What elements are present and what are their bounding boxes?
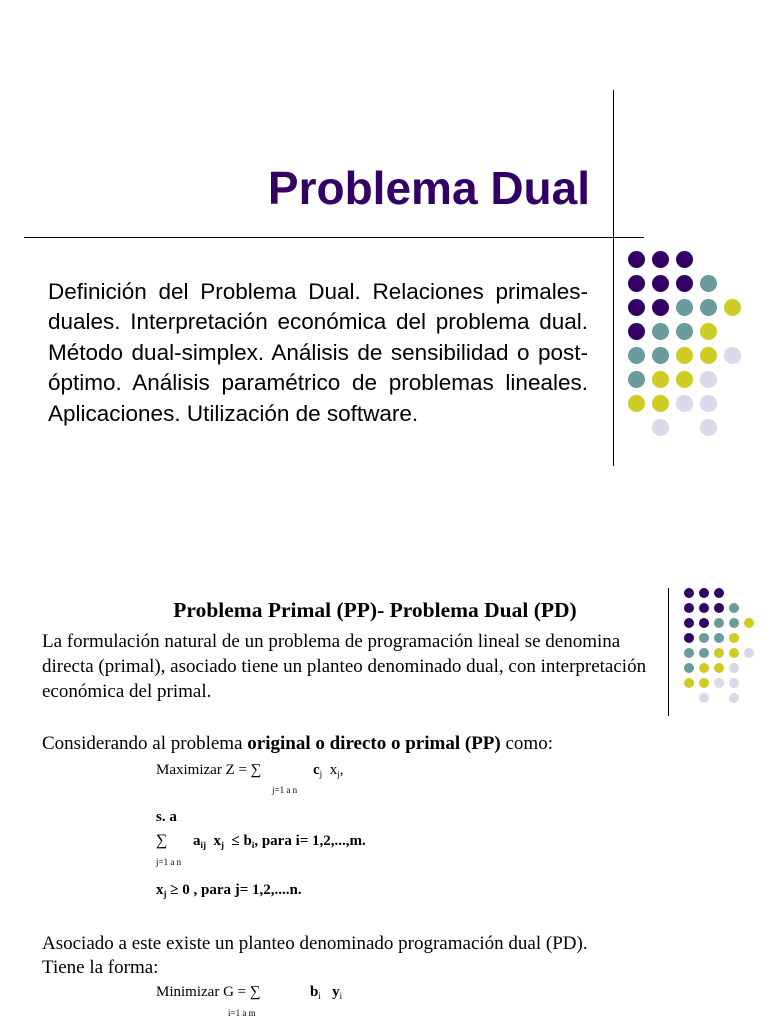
decorative-dot: [700, 323, 717, 340]
decorative-dot: [729, 633, 739, 643]
min-b-sub: i: [318, 991, 321, 1001]
decorative-dot: [700, 395, 717, 412]
decorative-dot: [699, 663, 709, 673]
decorative-dot: [714, 633, 724, 643]
decorative-dot: [714, 678, 724, 688]
decorative-dot: [652, 323, 669, 340]
decorative-dot: [700, 347, 717, 364]
nonneg-x: x: [156, 882, 164, 898]
max-c-sub: j: [319, 769, 323, 779]
decorative-dot: [676, 323, 693, 340]
decorative-dot: [652, 419, 669, 436]
max-c: c: [313, 762, 320, 778]
decorative-dot: [744, 648, 754, 658]
decorative-dot: [729, 648, 739, 658]
decorative-dot: [700, 371, 717, 388]
max-end: ,: [339, 762, 344, 778]
decorative-dot: [676, 347, 693, 364]
decorative-dot: [714, 663, 724, 673]
subject-to-label: s. a: [156, 809, 177, 825]
constraint-x: x: [213, 833, 221, 849]
min-y: y: [332, 984, 340, 1000]
decorative-dot: [714, 618, 724, 628]
decorative-dot: [714, 648, 724, 658]
decorative-dot: [628, 395, 645, 412]
slide1-body-text: Definición del Problema Dual. Relaciones primales-duales. Interpretación económica del problema dual. Método dual-simplex. Análisis de sensibilidad o post-óptimo. Análisis paramétrico de problemas lineales. Aplicaciones. Utilización de software.: [48, 279, 588, 426]
decorative-dot: [684, 663, 694, 673]
decorative-dot: [628, 371, 645, 388]
constraint-sum-symbol: ∑: [156, 832, 168, 849]
min-sum-index: i=1 a m: [228, 1008, 256, 1018]
decorative-dot: [628, 275, 645, 292]
decorative-dot: [700, 299, 717, 316]
constraint-b-sub: i: [251, 840, 255, 850]
decorative-dot: [729, 618, 739, 628]
slide1-title: Problema Dual: [267, 162, 590, 214]
considering-line: [42, 732, 553, 756]
decorative-dot: [676, 251, 693, 268]
decorative-dot: [628, 251, 645, 268]
decorative-dot: [652, 251, 669, 268]
slide2-intro-text: La formulación natural de un problema de programación lineal se denomina directa (primal), asociado tiene un planteo denominado dual, con interpretación económica del primal.: [42, 631, 647, 702]
constraint-expression: [193, 832, 366, 854]
decorative-dot: [724, 347, 741, 364]
nonneg-rest: ≥ 0 , para j= 1,2,....n.: [170, 882, 302, 898]
max-objective-terms: [313, 761, 343, 783]
decorative-dot: [714, 588, 724, 598]
associated-line-1: Asociado a este existe un planteo denominado programación dual (PD).: [42, 933, 588, 954]
decorative-dot: [684, 648, 694, 658]
constraint-end: , para i= 1,2,...,m.: [254, 833, 366, 849]
slide1-horizontal-rule: [24, 237, 644, 238]
decorative-dot: [744, 618, 754, 628]
decorative-dot: [628, 299, 645, 316]
decorative-dot: [652, 275, 669, 292]
nonnegativity-constraint: [156, 881, 302, 903]
min-y-sub: i: [339, 991, 343, 1001]
decorative-dot: [724, 299, 741, 316]
decorative-dot: [684, 678, 694, 688]
considering-suffix: como:: [500, 733, 553, 754]
max-objective-label: Maximizar Z = ∑: [156, 762, 262, 778]
min-b: b: [310, 984, 319, 1000]
decorative-dot: [676, 275, 693, 292]
min-objective-label: Minimizar G = ∑: [156, 984, 261, 1000]
decorative-dot: [700, 419, 717, 436]
decorative-dot: [652, 371, 669, 388]
decorative-dot: [729, 603, 739, 613]
decorative-dot: [700, 275, 717, 292]
constraint-le: ≤ b: [231, 833, 252, 849]
decorative-dot: [729, 693, 739, 703]
decorative-dot: [676, 299, 693, 316]
decorative-dot: [628, 347, 645, 364]
decorative-dot: [714, 603, 724, 613]
constraint-x-sub: j: [221, 840, 224, 850]
decorative-dot: [729, 663, 739, 673]
associated-line-2: Tiene la forma:: [42, 957, 159, 978]
decorative-dot: [676, 395, 693, 412]
nonneg-x-sub: j: [163, 889, 167, 899]
decorative-dot: [699, 648, 709, 658]
max-x-sub: j: [337, 769, 340, 779]
decorative-dot: [699, 693, 709, 703]
decorative-dot: [628, 323, 645, 340]
decorative-dot: [729, 678, 739, 688]
max-x: x: [329, 762, 338, 778]
max-sum-index: j=1 a n: [272, 785, 298, 795]
decorative-dot: [699, 678, 709, 688]
decorative-dot: [652, 347, 669, 364]
constraint-a: a: [193, 833, 201, 849]
decorative-dot: [684, 633, 694, 643]
considering-bold: original o directo o primal (PP): [247, 733, 501, 754]
decorative-dot: [676, 371, 693, 388]
considering-prefix: Considerando al problema: [42, 733, 248, 754]
decorative-dot: [652, 299, 669, 316]
decorative-dot: [699, 633, 709, 643]
constraint-sum-index: j=1 a n: [156, 857, 182, 867]
min-objective-terms: [310, 983, 342, 1005]
decorative-dot: [652, 395, 669, 412]
slide1-vertical-rule: [613, 90, 614, 466]
constraint-a-sub: ij: [200, 840, 206, 850]
slide2-title: Problema Primal (PP)- Problema Dual (PD): [173, 598, 577, 622]
